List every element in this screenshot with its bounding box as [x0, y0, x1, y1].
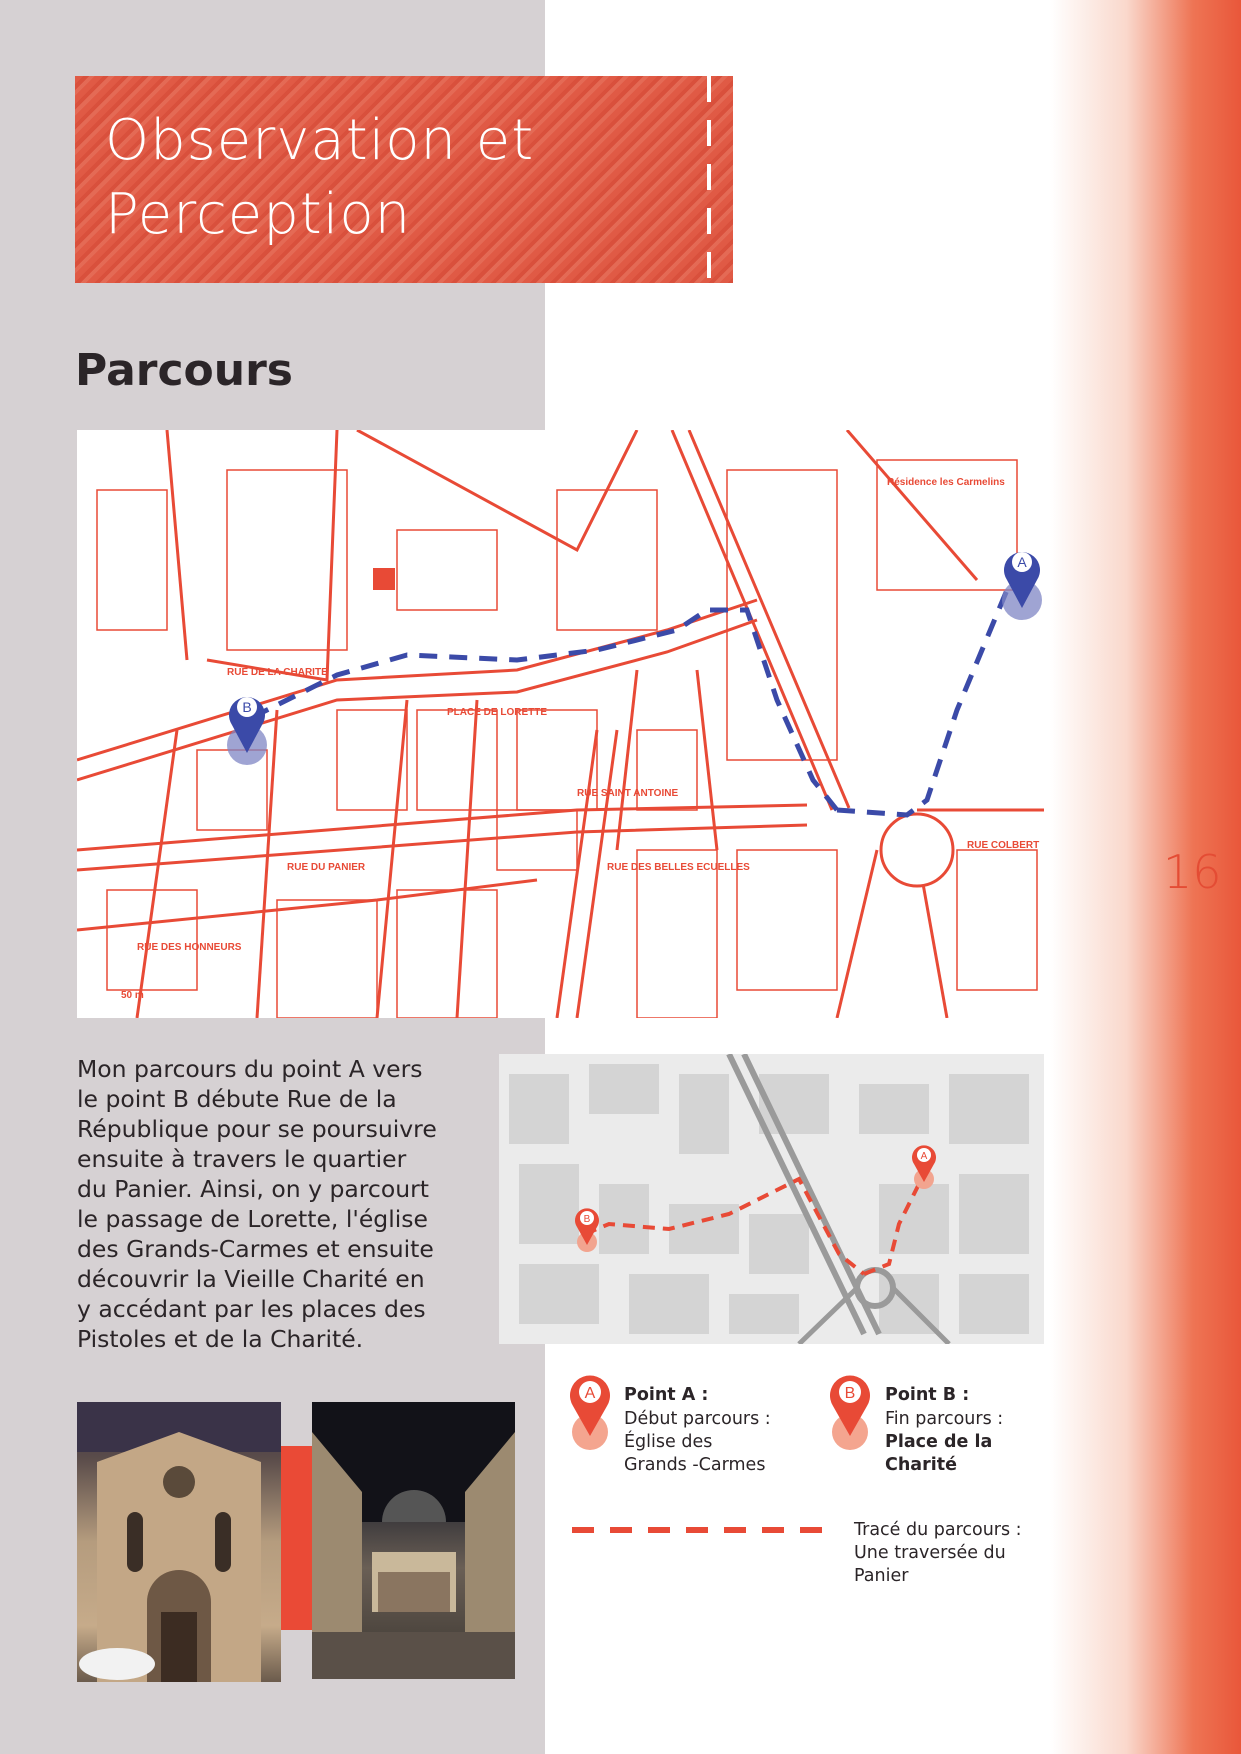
osm-map-drawing	[499, 1054, 1044, 1344]
legend-point-a-line: Grands -Carmes	[624, 1455, 766, 1475]
description-line: y accédant par les places des	[77, 1295, 426, 1323]
legend-point-a-line: Église des	[624, 1432, 713, 1452]
street-map-drawing	[77, 430, 1044, 1018]
osm-map	[499, 1054, 1044, 1344]
photo-vieille-charite	[312, 1402, 515, 1679]
svg-text:RUE COLBERT: RUE COLBERT	[967, 840, 1040, 851]
page-number: 16	[1163, 845, 1222, 899]
osm-map-pin-b-label: B	[583, 1214, 591, 1225]
photo-eglise-grands-carmes	[77, 1402, 281, 1682]
svg-text:Résidence les Carmelins: Résidence les Carmelins	[887, 477, 1005, 488]
title-line-1: Observation et	[105, 108, 535, 173]
street-map-pin-a-label: A	[1017, 554, 1027, 570]
osm-map-pin-a-label: A	[920, 1151, 928, 1162]
map-pin-icon	[227, 697, 267, 765]
title-line-2: Perception	[105, 182, 412, 247]
svg-text:RUE SAINT ANTOINE: RUE SAINT ANTOINE	[577, 788, 679, 799]
description-line: Pistoles et de la Charité.	[77, 1325, 364, 1353]
description-line: le point B débute Rue de la	[77, 1085, 397, 1113]
description-line: ensuite à travers le quartier	[77, 1145, 407, 1173]
legend-point-b-line: Charité	[885, 1455, 957, 1475]
legend-point-a-title: Point A :	[624, 1385, 709, 1405]
description-line: Mon parcours du point A vers	[77, 1055, 423, 1083]
map-pin-icon	[567, 1370, 613, 1452]
svg-text:PLACE DE LORETTE: PLACE DE LORETTE	[447, 707, 548, 718]
legend-point-b-text	[885, 1408, 1003, 1477]
section-heading: Parcours	[75, 345, 293, 396]
street-map	[77, 430, 1044, 1018]
decorative-red-bar	[281, 1446, 312, 1630]
title-dashed-divider	[707, 76, 711, 283]
map-pin-icon	[1002, 552, 1042, 620]
map-pin-icon	[827, 1370, 873, 1452]
legend-point-a-text	[624, 1408, 771, 1477]
svg-text:RUE DE LA CHARITE: RUE DE LA CHARITE	[227, 667, 328, 678]
svg-text:RUE DU PANIER: RUE DU PANIER	[287, 862, 366, 873]
svg-text:RUE DES HONNEURS: RUE DES HONNEURS	[137, 942, 242, 953]
description-line: découvrir la Vieille Charité en	[77, 1265, 425, 1293]
title-banner	[75, 76, 733, 283]
svg-text:RUE DES BELLES ECUELLES: RUE DES BELLES ECUELLES	[607, 862, 750, 873]
legend-point-b-line: Fin parcours :	[885, 1409, 1004, 1429]
legend-point-a-line: Début parcours :	[624, 1409, 771, 1429]
description-paragraph	[77, 1054, 497, 1354]
description-line: du Panier. Ainsi, on y parcourt	[77, 1175, 429, 1203]
legend-route-line-text: Panier	[854, 1566, 909, 1586]
legend-route-line	[572, 1527, 830, 1533]
legend-point-b-line: Place de la	[885, 1432, 993, 1452]
description-line: République pour se poursuivre	[77, 1115, 437, 1143]
map-pin-icon	[912, 1145, 936, 1189]
legend-point-b-title: Point B :	[885, 1385, 970, 1405]
legend-route-text	[854, 1519, 1022, 1588]
legend-route-line-text: Une traversée du	[854, 1543, 1006, 1563]
description-line: des Grands-Carmes et ensuite	[77, 1235, 434, 1263]
legend-pin-b-letter: B	[844, 1385, 856, 1402]
legend-route-line-text: Tracé du parcours :	[854, 1520, 1022, 1540]
legend-pin-a-letter: A	[584, 1385, 596, 1402]
description-line: le passage de Lorette, l'église	[77, 1205, 428, 1233]
street-map-pin-b-label: B	[242, 699, 252, 715]
svg-text:50 m: 50 m	[121, 990, 144, 1001]
